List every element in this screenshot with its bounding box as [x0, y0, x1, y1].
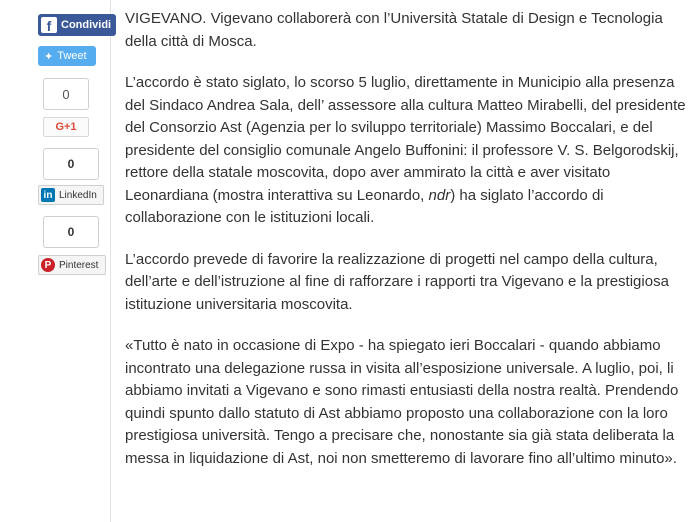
pinterest-share-button[interactable]: [38, 255, 106, 275]
facebook-share-button[interactable]: [38, 14, 116, 36]
linkedin-share-button[interactable]: [38, 185, 104, 205]
article-paragraph-2-ndr: ndr: [428, 186, 451, 204]
article-paragraph-1: VIGEVANO. Vigevano collaborerà con l’Università Statale di Design e Tecnologia della città di Mosca.: [125, 10, 663, 50]
facebook-icon: f: [41, 17, 57, 33]
article-paragraph-2-text-a: L’accordo è stato siglato, lo scorso 5 luglio, direttamente in Municipio alla presenza del Sindaco Andrea Sala, dell’ assessore alla cultura Matteo Mirabelli, del presidente del Consorzio Ast (Agenzia per lo sviluppo territoriale) Massimo Boccalari, e del presidente del consiglio comunale Angelo Buffonini: il professore V. S. Belgorodskij, rettore della statale moscovita, dopo aver ammirato la città e aver visitato Leonardiana (mostra interattiva su Leonardo,: [125, 74, 686, 204]
article-body: [125, 8, 691, 489]
twitter-tweet-label: Tweet: [57, 50, 87, 62]
twitter-tweet-button[interactable]: [38, 46, 96, 66]
article-paragraph-2-text-b: ) ha siglato l’accordo di collaborazione con le istituzioni locali.: [125, 186, 604, 226]
pinterest-icon: P: [41, 258, 55, 272]
facebook-share-label: Condividi: [61, 19, 112, 31]
googleplus-share-count: 0: [43, 78, 89, 110]
linkedin-share-count: 0: [43, 148, 99, 180]
pinterest-share-count: 0: [43, 216, 99, 248]
sidebar-divider: [110, 0, 111, 522]
linkedin-share-label: LinkedIn: [59, 189, 97, 201]
twitter-bird-icon: ✦: [44, 50, 54, 63]
article-paragraph-4: «Tutto è nato in occasione di Expo - ha spiegato ieri Boccalari - quando abbiamo incontrato una delegazione russa in visita all’esposizione universale. A luglio, poi, li abbiamo invitati a Vigevano e sono rimasti entusiasti della nostra realtà. Prendendo quindi spunto dallo statuto di Ast abbiamo proposto una collaborazione con la loro prestigiosa università. Tengo a precisare che, nonostante sia già stata deliberata la messa in liquidazione di Ast, noi non smetteremo di lavorare fino all’ultimo minuto».: [125, 337, 679, 467]
article-paragraph-3: L’accordo prevede di favorire la realizzazione di progetti nel campo della cultura, dell’arte e dell’istruzione al fine di rafforzare i rapporti tra Vigevano e la prestigiosa istituzione universitaria moscovita.: [125, 250, 669, 313]
share-sidebar: [0, 0, 110, 522]
pinterest-share-label: Pinterest: [59, 259, 99, 271]
googleplus-button[interactable]: G+1: [43, 117, 89, 137]
article-paragraph-2: [125, 72, 691, 230]
linkedin-icon: in: [41, 188, 55, 202]
